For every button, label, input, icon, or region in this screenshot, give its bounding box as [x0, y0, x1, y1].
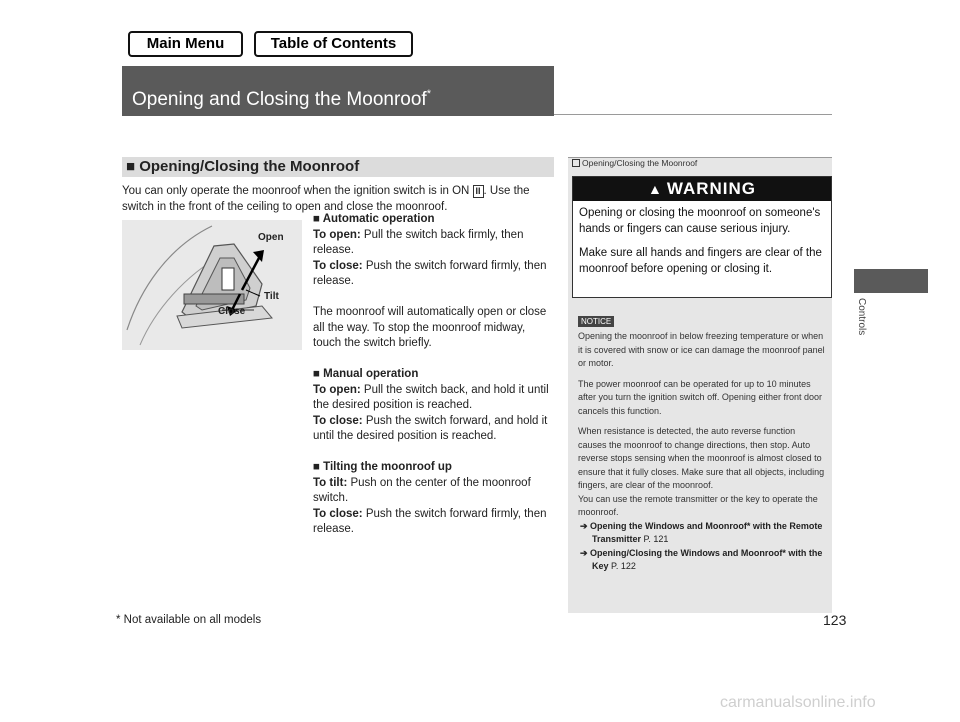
- warning-triangle-icon: ▲: [647, 181, 663, 197]
- close-label: Close: [218, 306, 246, 317]
- automatic-operation-heading: ■ Automatic operation: [313, 213, 435, 225]
- warning-text-1: Opening or closing the moonroof on someone's hands or fingers can cause serious injury.: [579, 207, 821, 235]
- ignition-switch-symbol: II: [473, 185, 484, 198]
- table-of-contents-button[interactable]: Table of Contents: [254, 31, 413, 57]
- chapter-tab[interactable]: [854, 269, 928, 293]
- auto-open-step: To open: Pull the switch back firmly, then release.: [313, 228, 524, 256]
- title-asterisk: *: [426, 88, 431, 100]
- auto-close-step: To close: Push the switch forward firmly, then release.: [313, 259, 547, 287]
- xref-remote-transmitter[interactable]: ➔ Opening the Windows and Moonroof* with the Remote Transmitter P. 121: [580, 520, 823, 544]
- watermark: carmanualsonline.info: [720, 694, 876, 711]
- auto-note: The moonroof will automatically open or close all the way. To stop the moonroof midway, touch the switch briefly.: [313, 306, 547, 349]
- title-rule: [554, 114, 832, 115]
- tilt-step: To tilt: Push on the center of the moonroof switch.: [313, 476, 531, 504]
- chapter-label: Controls: [856, 298, 867, 336]
- warning-text-2: Make sure all hands and fingers are clear of the moonroof before opening or closing it.: [579, 247, 822, 275]
- sidebar-notes: [578, 330, 826, 574]
- xref-key[interactable]: ➔ Opening/Closing the Windows and Moonroof* with the Key P. 122: [580, 547, 823, 571]
- section-heading: ■ Opening/Closing the Moonroof: [122, 157, 554, 177]
- open-label: Open: [258, 232, 284, 243]
- note-freezing: Opening the moonroof in below freezing temperature or when it is covered with snow or ice can damage the moonroof panel or motor.: [578, 331, 825, 368]
- cross-reference-arrow-icon: ➔: [580, 520, 588, 531]
- warning-box: [572, 176, 832, 298]
- footnote: * Not available on all models: [116, 614, 262, 626]
- manual-close-step: To close: Push the switch forward, and hold it until the desired position is reached.: [313, 414, 548, 442]
- notice-badge: NOTICE: [578, 316, 614, 327]
- note-auto-reverse: When resistance is detected, the auto reverse function causes the moonroof to change directions, then stop. Auto reverse stops sensing when the moonroof is almost closed to ensure that it fully closes. Make sure that all objects, including fingers, are clear of the moonroof.: [578, 426, 825, 490]
- page-title: Opening and Closing the Moonroof*: [132, 88, 431, 110]
- note-remote: You can use the remote transmitter or the key to operate the moonroof.: [578, 493, 818, 517]
- tilting-heading: ■ Tilting the moonroof up: [313, 461, 452, 473]
- manual-operation-heading: ■ Manual operation: [313, 368, 419, 380]
- warning-header: ▲ WARNING: [573, 177, 831, 201]
- tilt-close-step: To close: Push the switch forward firmly, then release.: [313, 507, 547, 535]
- tilt-label: Tilt: [264, 291, 279, 302]
- page-number: 123: [823, 612, 847, 628]
- manual-open-step: To open: Pull the switch back, and hold it until the desired position is reached.: [313, 383, 549, 411]
- moonroof-switch-illustration: [122, 220, 302, 350]
- intro-text: You can only operate the moonroof when the ignition switch is in ON II . Use the switch in the front of the ceiling to open and close the moonroof.: [122, 185, 530, 213]
- sidebar-reference-heading: Opening/Closing the Moonroof: [572, 158, 697, 168]
- operation-instructions: [313, 212, 556, 538]
- cross-reference-arrow-icon: ➔: [580, 547, 588, 558]
- note-power-timer: The power moonroof can be operated for up to 10 minutes after you turn the ignition switch off. Opening either front door cancels this function.: [578, 378, 822, 416]
- title-bar: [122, 66, 554, 116]
- reference-marker-icon: [572, 159, 580, 167]
- main-menu-button[interactable]: Main Menu: [128, 31, 243, 57]
